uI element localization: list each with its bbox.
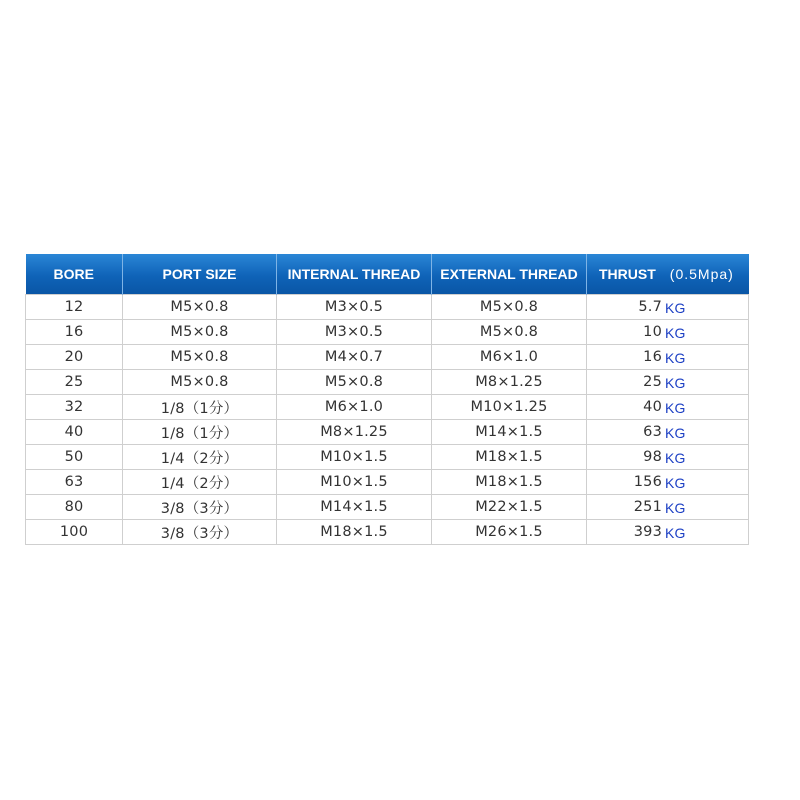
- thrust-unit: KG: [665, 300, 686, 316]
- external-thread-cell: M18×1.5: [432, 445, 587, 470]
- internal-thread-cell: M10×1.5: [277, 445, 432, 470]
- external-thread-cell: M5×0.8: [432, 320, 587, 345]
- thrust-value: 156: [633, 474, 662, 490]
- thrust-value: 393: [633, 524, 662, 540]
- thrust-cell: [587, 295, 749, 320]
- external-thread-cell: M10×1.25: [432, 395, 587, 420]
- external-thread-cell: M14×1.5: [432, 420, 587, 445]
- thrust-value: 63: [643, 424, 662, 440]
- table-row: [26, 370, 749, 395]
- thrust-unit: KG: [665, 500, 686, 516]
- thrust-cell: [587, 370, 749, 395]
- thrust-unit: KG: [665, 350, 686, 366]
- thrust-unit: KG: [665, 475, 686, 491]
- bore-cell: 32: [26, 395, 123, 420]
- internal-thread-cell: M3×0.5: [277, 295, 432, 320]
- table-row: [26, 295, 749, 320]
- external-thread-cell: M5×0.8: [432, 295, 587, 320]
- port-size-cell: M5×0.8: [123, 370, 277, 395]
- thrust-unit: KG: [665, 425, 686, 441]
- table-row: [26, 495, 749, 520]
- header-pressure: (0.5Mpa): [669, 266, 734, 282]
- port-size-cell: M5×0.8: [123, 320, 277, 345]
- cylinder-spec-table: [25, 254, 749, 545]
- bore-cell: 12: [26, 295, 123, 320]
- header-thrust-label: THRUST: [599, 266, 656, 282]
- bore-cell: 20: [26, 345, 123, 370]
- header-port-size: PORT SIZE: [123, 254, 277, 295]
- port-size-cell: 1/4（2分）: [123, 470, 277, 495]
- table-row: [26, 420, 749, 445]
- bore-cell: 80: [26, 495, 123, 520]
- thrust-cell: [587, 470, 749, 495]
- thrust-cell: [587, 345, 749, 370]
- external-thread-cell: M6×1.0: [432, 345, 587, 370]
- thrust-value: 98: [643, 449, 662, 465]
- external-thread-cell: M18×1.5: [432, 470, 587, 495]
- thrust-unit: KG: [665, 375, 686, 391]
- thrust-cell: [587, 420, 749, 445]
- bore-cell: 16: [26, 320, 123, 345]
- header-external-thread: EXTERNAL THREAD: [432, 254, 587, 295]
- thrust-unit: KG: [665, 325, 686, 341]
- internal-thread-cell: M8×1.25: [277, 420, 432, 445]
- port-size-cell: M5×0.8: [123, 295, 277, 320]
- external-thread-cell: M8×1.25: [432, 370, 587, 395]
- thrust-cell: [587, 520, 749, 545]
- table-row: [26, 345, 749, 370]
- table-row: [26, 470, 749, 495]
- thrust-unit: KG: [665, 400, 686, 416]
- thrust-value: 5.7: [638, 299, 662, 315]
- internal-thread-cell: M3×0.5: [277, 320, 432, 345]
- table-header-row: [26, 254, 749, 295]
- external-thread-cell: M26×1.5: [432, 520, 587, 545]
- header-thrust: [587, 254, 749, 295]
- table-row: [26, 395, 749, 420]
- bore-cell: 40: [26, 420, 123, 445]
- thrust-value: 251: [633, 499, 662, 515]
- bore-cell: 50: [26, 445, 123, 470]
- table-row: [26, 520, 749, 545]
- internal-thread-cell: M5×0.8: [277, 370, 432, 395]
- internal-thread-cell: M10×1.5: [277, 470, 432, 495]
- thrust-cell: [587, 395, 749, 420]
- internal-thread-cell: M14×1.5: [277, 495, 432, 520]
- thrust-cell: [587, 445, 749, 470]
- bore-cell: 100: [26, 520, 123, 545]
- external-thread-cell: M22×1.5: [432, 495, 587, 520]
- port-size-cell: 1/4（2分）: [123, 445, 277, 470]
- bore-cell: 25: [26, 370, 123, 395]
- thrust-unit: KG: [665, 525, 686, 541]
- thrust-cell: [587, 320, 749, 345]
- header-internal-thread: INTERNAL THREAD: [277, 254, 432, 295]
- thrust-value: 16: [643, 349, 662, 365]
- port-size-cell: 3/8（3分）: [123, 520, 277, 545]
- bore-cell: 63: [26, 470, 123, 495]
- internal-thread-cell: M4×0.7: [277, 345, 432, 370]
- internal-thread-cell: M6×1.0: [277, 395, 432, 420]
- thrust-value: 25: [643, 374, 662, 390]
- port-size-cell: M5×0.8: [123, 345, 277, 370]
- port-size-cell: 1/8（1分）: [123, 395, 277, 420]
- thrust-cell: [587, 495, 749, 520]
- internal-thread-cell: M18×1.5: [277, 520, 432, 545]
- port-size-cell: 1/8（1分）: [123, 420, 277, 445]
- thrust-value: 40: [643, 399, 662, 415]
- table-row: [26, 445, 749, 470]
- thrust-unit: KG: [665, 450, 686, 466]
- table-row: [26, 320, 749, 345]
- thrust-value: 10: [643, 324, 662, 340]
- header-bore: BORE: [26, 254, 123, 295]
- port-size-cell: 3/8（3分）: [123, 495, 277, 520]
